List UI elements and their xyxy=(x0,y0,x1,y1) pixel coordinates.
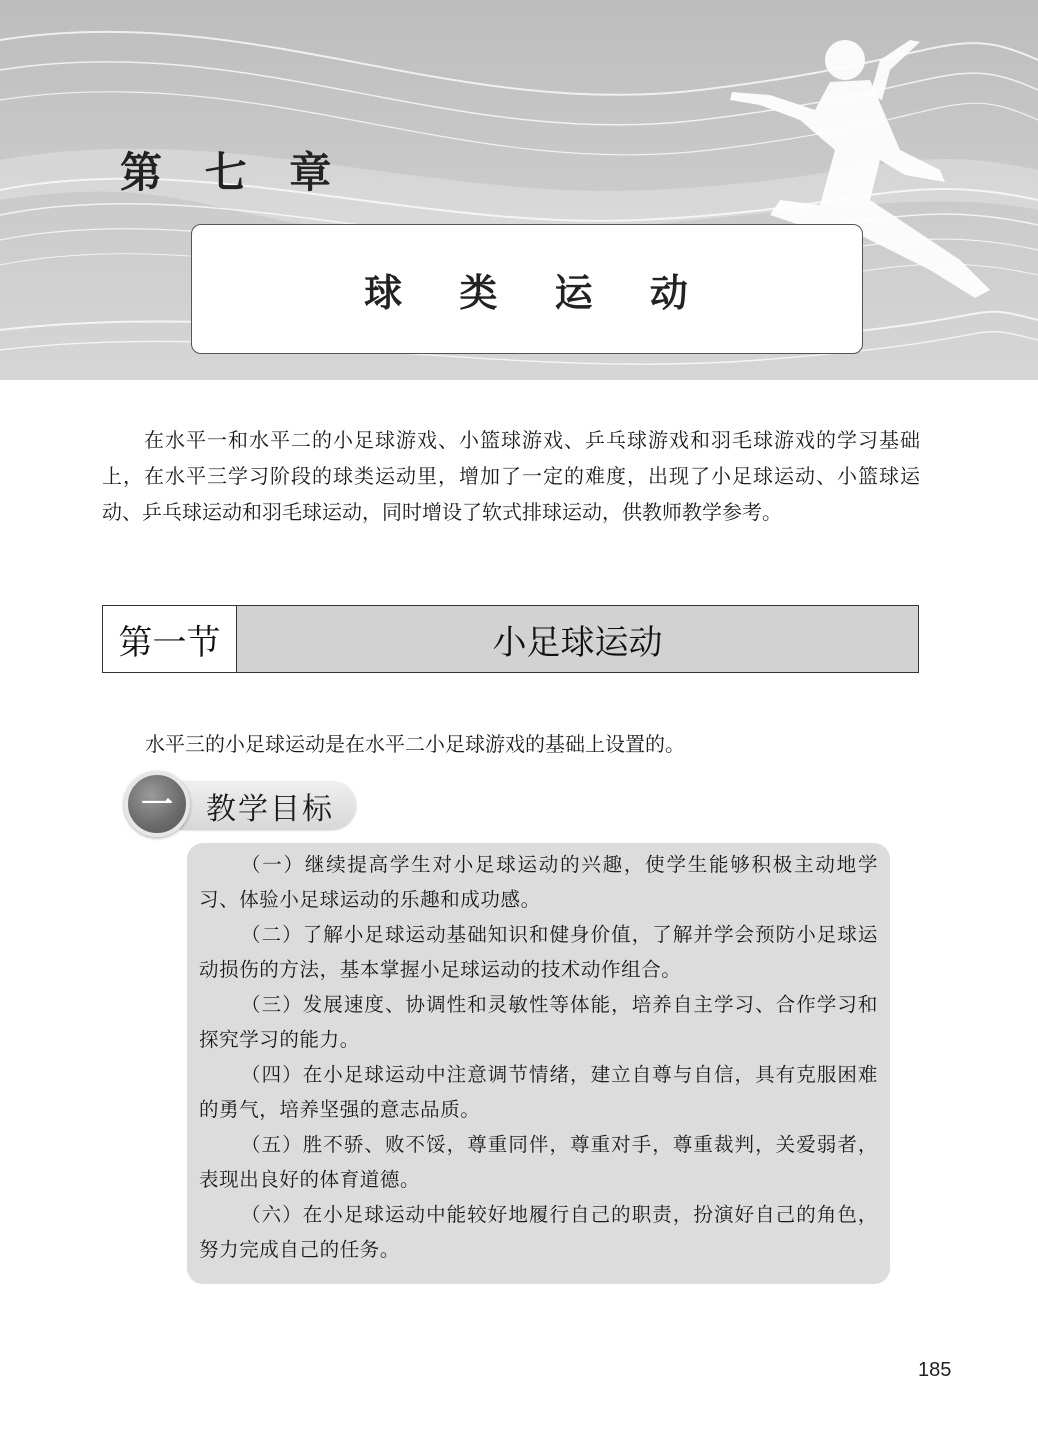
chapter-banner xyxy=(0,0,1038,380)
teaching-goals-box xyxy=(187,843,890,1284)
section-title: 小足球运动 xyxy=(237,606,918,672)
chapter-title-box xyxy=(191,224,863,354)
subsection-title: 教学目标 xyxy=(206,792,334,827)
goal-item: （五）胜不骄、败不馁，尊重同伴，尊重对手，尊重裁判，关爱弱者，表现出良好的体育道德。 xyxy=(199,1133,878,1191)
goal-item: （三）发展速度、协调性和灵敏性等体能，培养自主学习、合作学习和探究学习的能力。 xyxy=(199,993,878,1051)
subsection-number-badge xyxy=(124,771,190,837)
section-lead-text: 水平三的小足球运动是在水平二小足球游戏的基础上设置的。 xyxy=(145,732,685,756)
goal-item: （四）在小足球运动中注意调节情绪，建立自尊与自信，具有克服困难的勇气，培养坚强的意志品质。 xyxy=(199,1063,878,1121)
subsection-number: 一 xyxy=(140,785,173,823)
section-header xyxy=(102,605,919,673)
goal-item: （一）继续提高学生对小足球运动的兴趣，使学生能够积极主动地学习、体验小足球运动的乐趣和成功感。 xyxy=(199,853,878,911)
page-number: 185 xyxy=(918,1359,952,1381)
chapter-label: 第 七 章 xyxy=(120,148,346,197)
goal-item: （六）在小足球运动中能较好地履行自己的职责，扮演好自己的角色，努力完成自己的任务。 xyxy=(199,1203,878,1261)
section-number: 第一节 xyxy=(103,606,237,672)
intro-paragraph: 在水平一和水平二的小足球游戏、小篮球游戏、乒乓球游戏和羽毛球游戏的学习基础上，在水平三学习阶段的球类运动里，增加了一定的难度，出现了小足球运动、小篮球运动、乒乓球运动和羽毛球运动，同时增设了软式排球运动，供教师教学参考。 xyxy=(102,428,920,524)
goal-item: （二）了解小足球运动基础知识和健身价值，了解并学会预防小足球运动损伤的方法，基本掌握小足球运动的技术动作组合。 xyxy=(199,923,878,981)
chapter-title: 球 类 运 动 xyxy=(364,269,710,315)
